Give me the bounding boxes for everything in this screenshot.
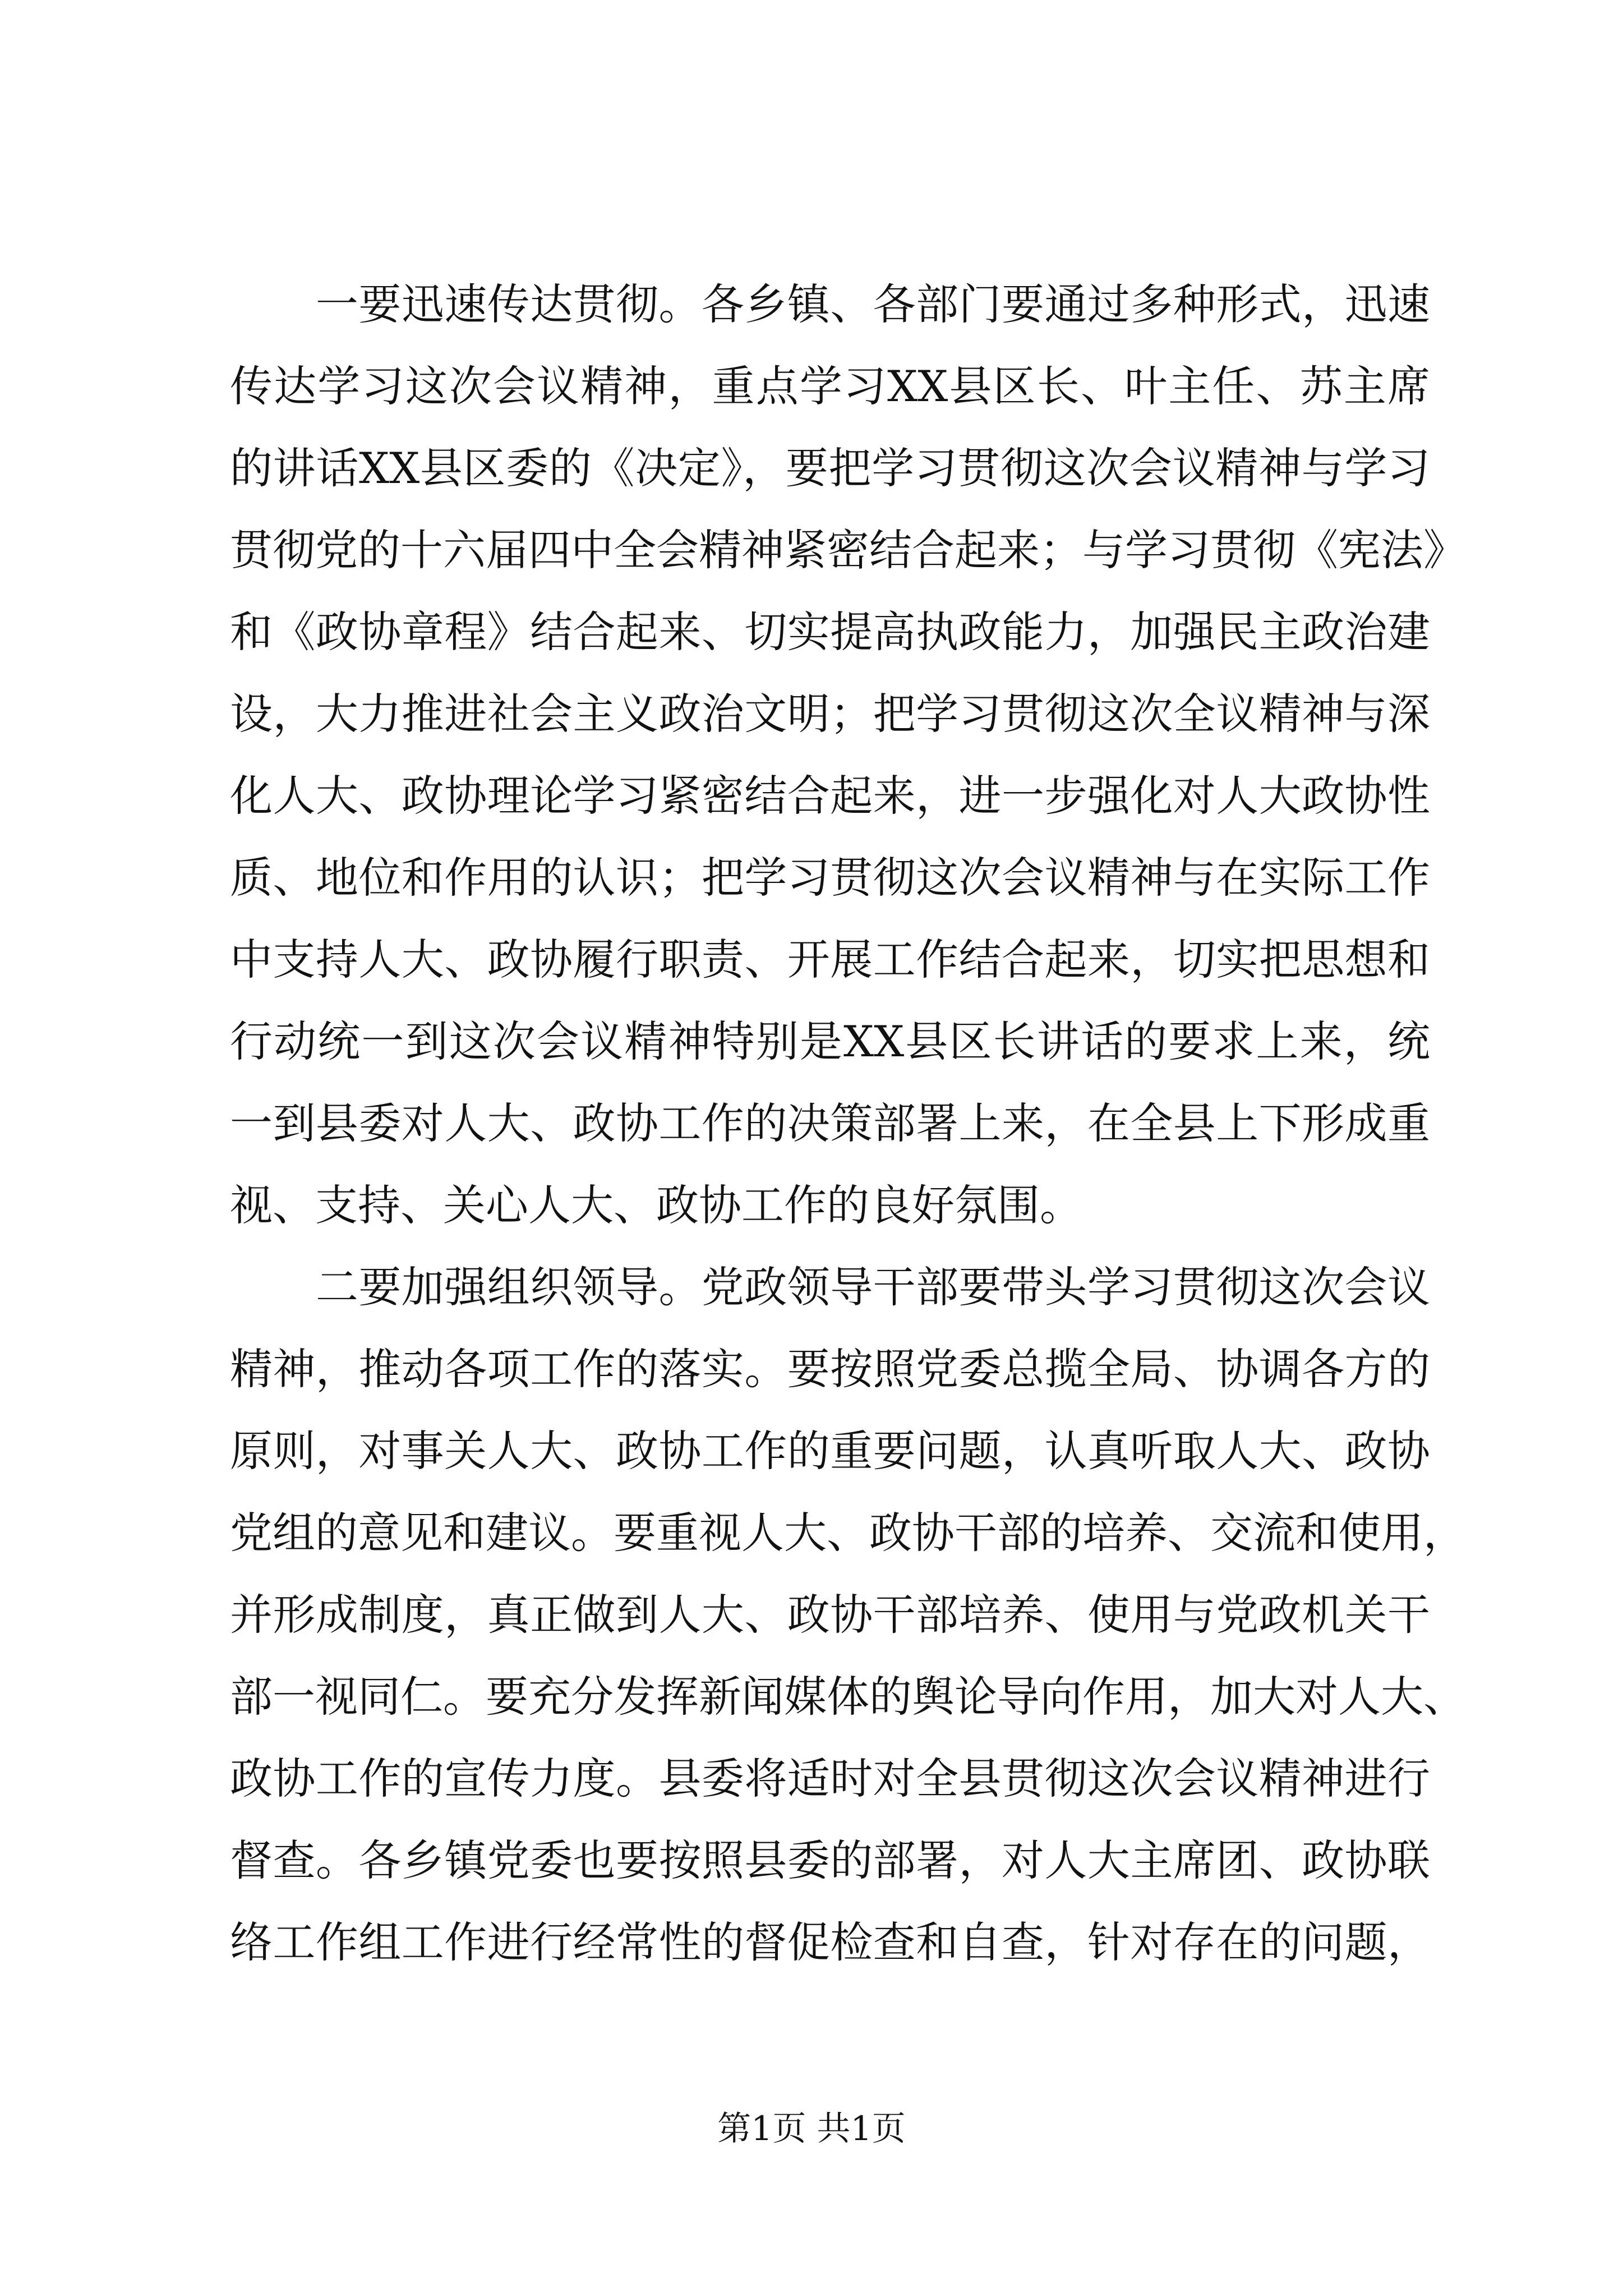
text-line: 精神，推动各项工作的落实。要按照党委总揽全局、协调各方的 <box>230 1344 1430 1394</box>
text-line: 政协工作的宣传力度。县委将适时对全县贯彻这次会议精神进行 <box>230 1754 1430 1803</box>
text-line: 部一视同仁。要充分发挥新闻媒体的舆论导向作用，加大对人大、 <box>230 1672 1466 1722</box>
text-line: 视、支持、关心人大、政协工作的良好氛围。 <box>230 1180 1082 1230</box>
text-line: 传达学习这次会议精神，重点学习XX县区长、叶主任、苏主席 <box>230 361 1430 411</box>
text-line: 络工作组工作进行经常性的督促检查和自查，针对存在的问题， <box>230 1917 1430 1967</box>
text-line: 党组的意见和建议。要重视人大、政协干部的培养、交流和使用， <box>230 1508 1466 1558</box>
text-line: 督查。各乡镇党委也要按照县委的部署，对人大主席团、政协联 <box>230 1835 1430 1885</box>
text-line: 的讲话XX县区委的《决定》，要把学习贯彻这次会议精神与学习 <box>230 443 1430 493</box>
paragraph-1 <box>230 264 1466 1246</box>
text-line: 一要迅速传达贯彻。各乡镇、各部门要通过多种形式，迅速 <box>230 279 1430 329</box>
text-line: 二要加强组织领导。党政领导干部要带头学习贯彻这次会议 <box>230 1262 1430 1312</box>
text-line: 设，大力推进社会主义政治文明；把学习贯彻这次全议精神与深 <box>230 689 1430 739</box>
text-line: 并形成制度，真正做到人大、政协干部培养、使用与党政机关干 <box>230 1590 1430 1640</box>
text-line: 和《政协章程》结合起来、切实提高执政能力，加强民主政治建 <box>230 607 1430 657</box>
text-line: 一到县委对人大、政协工作的决策部署上来，在全县上下形成重 <box>230 1098 1430 1148</box>
text-line: 贯彻党的十六届四中全会精神紧密结合起来；与学习贯彻《宪法》 <box>230 525 1466 575</box>
text-line: 原则，对事关人大、政协工作的重要问题，认真听取人大、政协 <box>230 1426 1430 1476</box>
text-line: 行动统一到这次会议精神特别是XX县区长讲话的要求上来，统 <box>230 1016 1430 1066</box>
body-text <box>230 264 1466 1984</box>
text-line: 质、地位和作用的认识；把学习贯彻这次会议精神与在实际工作 <box>230 853 1430 903</box>
paragraph-2 <box>230 1246 1466 1984</box>
text-line: 中支持人大、政协履行职责、开展工作结合起来，切实把思想和 <box>230 935 1430 984</box>
text-line: 化人大、政协理论学习紧密结合起来，进一步强化对人大政协性 <box>230 771 1430 821</box>
page-number-footer: 第1页 共1页 <box>717 2109 906 2148</box>
